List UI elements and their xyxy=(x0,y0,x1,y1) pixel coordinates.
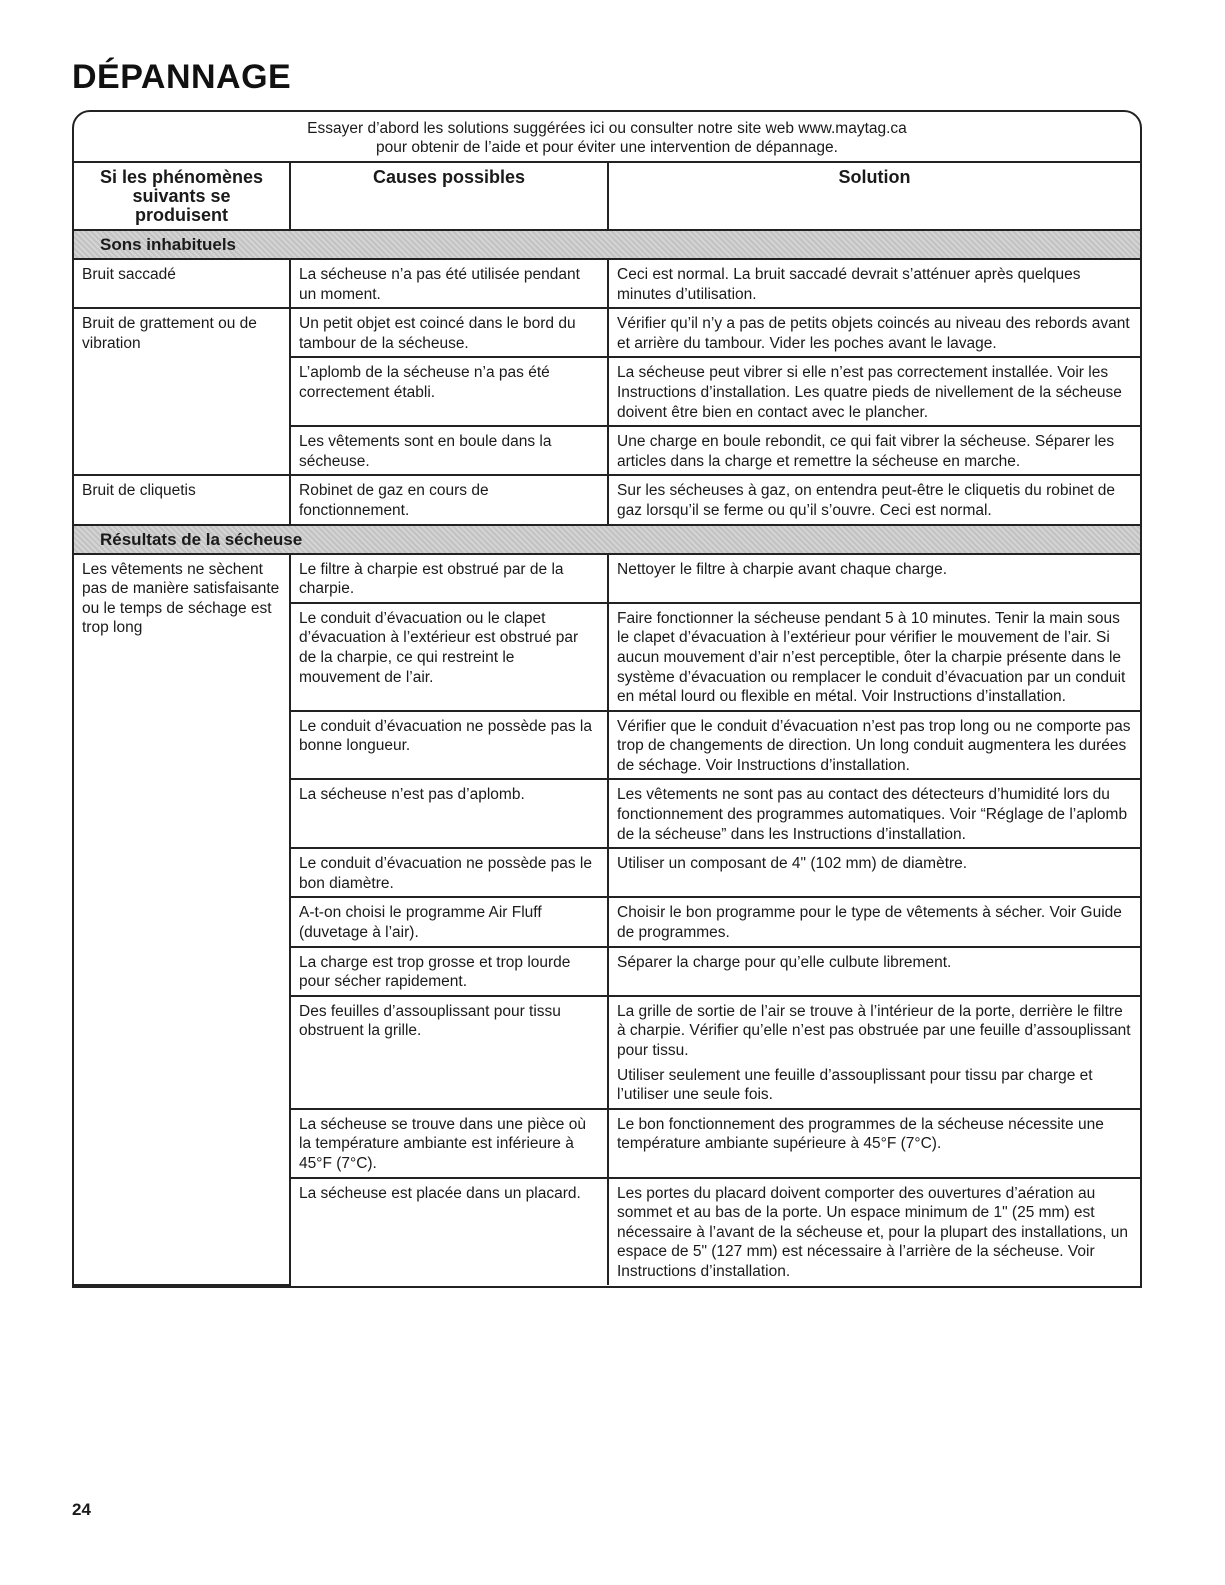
cause-cell: L’aplomb de la sécheuse n’a pas été correctement établi. xyxy=(290,357,608,426)
solution-cell xyxy=(608,259,1140,308)
solution-text: Les vêtements ne sont pas au contact des détecteurs d’humidité lors du fonctionnement des programmes automatiques. Voir “Réglage de l’aplomb de la sécheuse” dans les Instructions d’installation. xyxy=(617,786,1128,843)
cause-cell: Le conduit d’évacuation ou le clapet d’évacuation à l’extérieur est obstrué par de la charpie, ce qui restreint le mouvement de l’air. xyxy=(290,603,608,711)
symptom-cell: Bruit de cliquetis xyxy=(74,475,290,524)
cause-cell: Un petit objet est coincé dans le bord du tambour de la sécheuse. xyxy=(290,308,608,357)
cause-cell: Robinet de gaz en cours de fonctionnement. xyxy=(290,475,608,524)
cause-cell: La sécheuse n’a pas été utilisée pendant un moment. xyxy=(290,259,608,308)
table-row xyxy=(74,475,1140,524)
header-solution: Solution xyxy=(608,163,1140,230)
header-causes: Causes possibles xyxy=(290,163,608,230)
section-title: Sons inhabituels xyxy=(74,230,1140,259)
table-row xyxy=(74,308,1140,357)
cause-cell: Le conduit d’évacuation ne possède pas le bon diamètre. xyxy=(290,848,608,897)
cause-cell: La sécheuse n’est pas d’aplomb. xyxy=(290,779,608,848)
cause-cell: La sécheuse se trouve dans une pièce où la température ambiante est inférieure à 45°F (7°C). xyxy=(290,1109,608,1178)
solution-text: Faire fonctionner la sécheuse pendant 5 à 10 minutes. Tenir la main sous le clapet d’évacuation à l’extérieur pour vérifier le mouvement de l’air. Si aucun mouvement d’air n’est perceptible, ôter la charpie présente dans le système d’évacuation ou remplacer le conduit d’évacuation par un conduit en métal lourd ou flexible en métal. Voir Instructions d’installation. xyxy=(617,609,1126,706)
solution-text: Le bon fonctionnement des programmes de la sécheuse nécessite une température ambiante supérieure à 45°F (7°C). xyxy=(617,1115,1104,1153)
section-header-row xyxy=(74,230,1140,259)
cause-cell: La charge est trop grosse et trop lourde pour sécher rapidement. xyxy=(290,947,608,996)
cause-cell: Des feuilles d’assouplissant pour tissu obstruent la grille. xyxy=(290,996,608,1109)
troubleshooting-panel xyxy=(72,110,1142,1288)
solution-text: Les portes du placard doivent comporter des ouvertures d’aération au sommet et au bas de la porte. Un espace minimum de 1" (25 mm) est nécessaire à l’avant de la sécheuse et, pour la plupart des installations, un espace de 5" (127 mm) est nécessaire à l’arrière de la sécheuse. Voir Instructions d’installation. xyxy=(617,1184,1128,1280)
solution-text: Choisir le bon programme pour le type de vêtements à sécher. Voir Guide de programmes. xyxy=(617,904,1122,942)
solution-cell xyxy=(608,996,1140,1109)
solution-cell xyxy=(608,1109,1140,1178)
solution-cell xyxy=(608,848,1140,897)
solution-cell xyxy=(608,554,1140,603)
intro-line-2: pour obtenir de l’aide et pour éviter une intervention de dépannage. xyxy=(376,139,838,156)
symptom-cell: Les vêtements ne sèchent pas de manière satisfaisante ou le temps de séchage est trop long xyxy=(74,554,290,1285)
solution-text: Sur les sécheuses à gaz, on entendra peut-être le cliquetis du robinet de gaz lorsqu’il se ferme ou qu’il s’ouvre. Ceci est normal. xyxy=(617,482,1116,519)
solution-cell xyxy=(608,603,1140,711)
cause-cell: Les vêtements sont en boule dans la sécheuse. xyxy=(290,426,608,475)
solution-text: Une charge en boule rebondit, ce qui fait vibrer la sécheuse. Séparer les articles dans la charge et remettre la sécheuse en marche. xyxy=(617,433,1115,470)
solution-cell xyxy=(608,947,1140,996)
solution-text: Vérifier que le conduit d’évacuation n’est pas trop long ou ne comporte pas trop de changements de direction. Un long conduit augmentera les durées de séchage. Voir Instructions d’installation. xyxy=(617,717,1131,774)
solution-text: Utiliser un composant de 4" (102 mm) de diamètre. xyxy=(617,855,968,873)
table-body xyxy=(74,230,1140,1285)
page-title: DÉPANNAGE xyxy=(72,58,292,96)
solution-cell xyxy=(608,475,1140,524)
intro-text xyxy=(74,112,1140,163)
header-symptom: Si les phénomènes suivants se produisent xyxy=(74,163,290,230)
solution-text: Ceci est normal. La bruit saccadé devrait s’atténuer après quelques minutes d’utilisation. xyxy=(617,266,1081,303)
symptom-cell: Bruit de grattement ou de vibration xyxy=(74,308,290,475)
cause-cell: Le filtre à charpie est obstrué par de la charpie. xyxy=(290,554,608,603)
section-title: Résultats de la sécheuse xyxy=(74,525,1140,554)
solution-text: La sécheuse peut vibrer si elle n’est pas correctement installée. Voir les Instructions d’installation. Les quatre pieds de nivellement de la sécheuse doivent être bien en contact avec le plancher. xyxy=(617,364,1122,421)
symptom-cell: Bruit saccadé xyxy=(74,259,290,308)
solution-cell xyxy=(608,897,1140,946)
solution-cell xyxy=(608,357,1140,426)
cause-cell: A-t-on choisi le programme Air Fluff (duvetage à l’air). xyxy=(290,897,608,946)
solution-text: Utiliser seulement une feuille d’assouplissant pour tissu par charge et l’utiliser une seule fois. xyxy=(617,1066,1093,1104)
cause-cell: Le conduit d’évacuation ne possède pas la bonne longueur. xyxy=(290,711,608,780)
table-row xyxy=(74,554,1140,603)
solution-cell xyxy=(608,779,1140,848)
solution-cell xyxy=(608,426,1140,475)
intro-line-1: Essayer d’abord les solutions suggérées ici ou consulter notre site web www.maytag.ca xyxy=(307,120,907,137)
solution-cell xyxy=(608,308,1140,357)
solution-cell xyxy=(608,1178,1140,1285)
section-header-row xyxy=(74,525,1140,554)
troubleshooting-table xyxy=(74,163,1140,1286)
solution-text: La grille de sortie de l’air se trouve à l’intérieur de la porte, derrière le filtre à charpie. Vérifier qu’elle n’est pas obstruée par une feuille d’assouplissant pour tissu. xyxy=(617,1002,1131,1059)
cause-cell: La sécheuse est placée dans un placard. xyxy=(290,1178,608,1285)
table-row xyxy=(74,259,1140,308)
solution-cell xyxy=(608,711,1140,780)
solution-text: Vérifier qu’il n’y a pas de petits objets coincés au niveau des rebords avant et arrière du tambour. Vider les poches avant le lavage. xyxy=(617,315,1130,352)
table-header-row xyxy=(74,163,1140,230)
solution-text: Nettoyer le filtre à charpie avant chaque charge. xyxy=(617,560,947,578)
page-number: 24 xyxy=(72,1500,91,1519)
solution-text: Séparer la charge pour qu’elle culbute librement. xyxy=(617,953,952,971)
